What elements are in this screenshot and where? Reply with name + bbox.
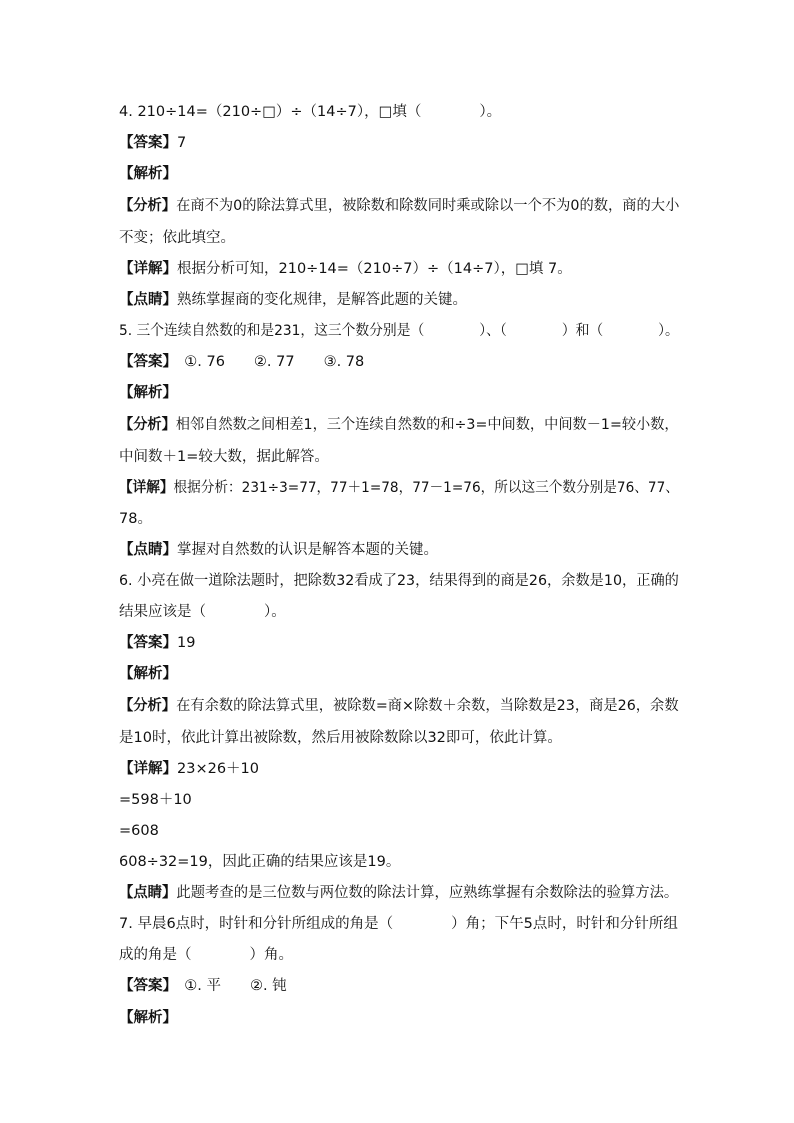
answer-6: [119, 633, 195, 653]
analysis-4: [119, 196, 679, 216]
point-5: [119, 540, 438, 560]
detail-text: 根据分析：231÷3=77，77＋1=78，77－1=76，所以这三个数分别是76、77、: [173, 480, 679, 496]
point-tag: 【点睛】: [119, 542, 177, 558]
question-4: 4. 210÷14=（210÷□）÷（14÷7），□填（ ）。: [119, 104, 502, 120]
analysis-text: 在商不为0的除法算式里，被除数和除数同时乘或除以一个不为0的数，商的大小: [176, 198, 680, 214]
detail-tag: 【详解】: [119, 761, 177, 777]
detail-6-step3: =608: [119, 823, 159, 839]
point-4: [119, 290, 467, 310]
point-tag: 【点睛】: [119, 292, 177, 308]
answer-value: ①. 76 ②. 77 ③. 78: [169, 354, 365, 370]
question-7: 7. 早晨6点时，时针和分针所组成的角是（ ）角；下午5点时，时针和分针所组: [119, 916, 678, 932]
detail-tag: 【详解】: [119, 480, 174, 496]
detail-4: [119, 259, 572, 279]
jiexi-4: 【解析】: [119, 166, 177, 182]
jiexi-7: 【解析】: [119, 1010, 177, 1026]
answer-value: 19: [177, 635, 196, 651]
detail-6: [119, 759, 259, 779]
question-6-cont: 结果应该是（ ）。: [119, 604, 286, 620]
analysis-tag: 【分析】: [119, 417, 176, 433]
analysis-text: 相邻自然数之间相差1，三个连续自然数的和÷3=中间数，中间数－1=较小数，: [175, 417, 679, 433]
detail-5-cont: 78。: [119, 511, 152, 527]
analysis-tag: 【分析】: [119, 698, 177, 714]
detail-text: 23×26＋10: [177, 761, 260, 777]
analysis-5: [119, 415, 679, 435]
analysis-5-cont: 中间数＋1=较大数，据此解答。: [119, 449, 329, 465]
detail-6-step4: 608÷32=19，因此正确的结果应该是19。: [119, 854, 401, 870]
analysis-6-cont: 是10时，依此计算出被除数，然后用被除数除以32即可，依此计算。: [119, 730, 562, 746]
analysis-tag: 【分析】: [119, 198, 177, 214]
answer-7: [119, 976, 287, 996]
answer-value: ①. 平 ②. 钝: [169, 978, 287, 994]
detail-6-step2: =598＋10: [119, 792, 192, 808]
answer-4: [119, 133, 186, 153]
question-6: 6. 小亮在做一道除法题时，把除数32看成了23，结果得到的商是26，余数是10，正确的: [119, 573, 679, 589]
answer-5: [119, 352, 364, 372]
answer-tag: 【答案】: [119, 978, 170, 994]
point-text: 掌握对自然数的认识是解答本题的关键。: [177, 542, 438, 558]
answer-tag: 【答案】: [119, 135, 177, 151]
question-5: 5. 三个连续自然数的和是231，这三个数分别是（ ）、（ ）和（ ）。: [119, 323, 679, 339]
point-6: [119, 883, 678, 903]
detail-5: [119, 478, 679, 498]
answer-value: 7: [177, 135, 187, 151]
answer-tag: 【答案】: [119, 354, 170, 370]
analysis-text: 在有余数的除法算式里，被除数=商×除数＋余数，当除数是23，商是26，余数: [176, 698, 679, 714]
jiexi-5: 【解析】: [119, 385, 177, 401]
point-tag: 【点睛】: [119, 885, 177, 901]
point-text: 熟练掌握商的变化规律，是解答此题的关键。: [177, 292, 467, 308]
answer-tag: 【答案】: [119, 635, 177, 651]
analysis-6: [119, 696, 679, 716]
question-7-cont: 成的角是（ ）角。: [119, 947, 293, 963]
analysis-4-cont: 不变；依此填空。: [119, 230, 235, 246]
detail-text: 根据分析可知，210÷14=（210÷7）÷（14÷7），□填 7。: [177, 261, 572, 277]
jiexi-6: 【解析】: [119, 666, 177, 682]
detail-tag: 【详解】: [119, 261, 177, 277]
point-text: 此题考查的是三位数与两位数的除法计算，应熟练掌握有余数除法的验算方法。: [176, 885, 679, 901]
